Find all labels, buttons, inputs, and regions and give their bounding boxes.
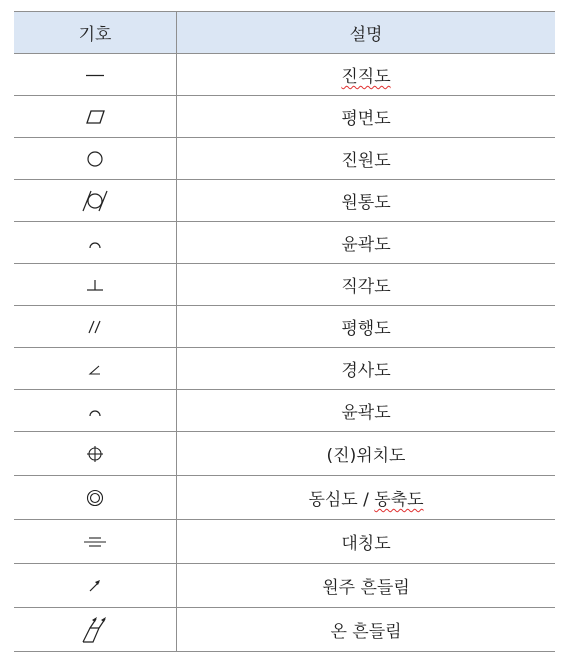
profile-icon	[85, 403, 105, 419]
table-row	[14, 520, 555, 564]
description-cell: 윤곽도	[177, 222, 556, 264]
table-row	[14, 180, 555, 222]
table-row	[14, 306, 555, 348]
table-row	[14, 564, 555, 608]
description-cell: 온 흔들림	[177, 608, 556, 652]
description-cell: 평행도	[177, 306, 556, 348]
symmetry-icon	[82, 534, 108, 550]
table-row	[14, 96, 555, 138]
profile-icon	[85, 235, 105, 251]
symbol-cell	[14, 432, 177, 476]
description-cell: 경사도	[177, 348, 556, 390]
description-cell: 윤곽도	[177, 390, 556, 432]
description-cell: 진원도	[177, 138, 556, 180]
parallelism-icon	[85, 318, 105, 336]
angularity-icon	[85, 361, 105, 377]
circular-runout-icon	[86, 577, 104, 595]
symbol-cell	[14, 476, 177, 520]
description-cell: 대칭도	[177, 520, 556, 564]
symbol-cell	[14, 306, 177, 348]
table-row	[14, 608, 555, 652]
table-row	[14, 264, 555, 306]
symbol-cell	[14, 96, 177, 138]
symbol-cell	[14, 264, 177, 306]
symbol-cell	[14, 564, 177, 608]
perpendicularity-icon	[84, 277, 106, 293]
symbol-cell	[14, 54, 177, 96]
symbol-cell	[14, 222, 177, 264]
header-description: 설명	[177, 12, 556, 54]
description-cell: 원주 흔들림	[177, 564, 556, 608]
description-cell: (진)위치도	[177, 432, 556, 476]
flatness-icon	[83, 108, 107, 126]
total-runout-icon	[80, 615, 110, 645]
table-row	[14, 222, 555, 264]
symbol-cell	[14, 608, 177, 652]
description-cell: 직각도	[177, 264, 556, 306]
symbol-cell	[14, 180, 177, 222]
straightness-icon	[83, 67, 107, 83]
symbol-cell	[14, 138, 177, 180]
description-cell: 평면도	[177, 96, 556, 138]
description-cell: 동심도 / 동축도	[177, 476, 556, 520]
table-row	[14, 54, 555, 96]
concentricity-icon	[85, 488, 105, 508]
table-row	[14, 138, 555, 180]
header-row	[14, 12, 555, 54]
circularity-icon	[85, 149, 105, 169]
table-row	[14, 348, 555, 390]
header-symbol: 기호	[14, 12, 177, 54]
description-cell: 원통도	[177, 180, 556, 222]
symbol-cell	[14, 390, 177, 432]
table-row	[14, 390, 555, 432]
symbol-cell	[14, 520, 177, 564]
table-row	[14, 432, 555, 476]
description-cell: 진직도	[177, 54, 556, 96]
position-icon	[85, 444, 105, 464]
symbol-cell	[14, 348, 177, 390]
cylindricity-icon	[80, 189, 110, 213]
table-row	[14, 476, 555, 520]
gdt-symbol-table	[14, 11, 555, 652]
